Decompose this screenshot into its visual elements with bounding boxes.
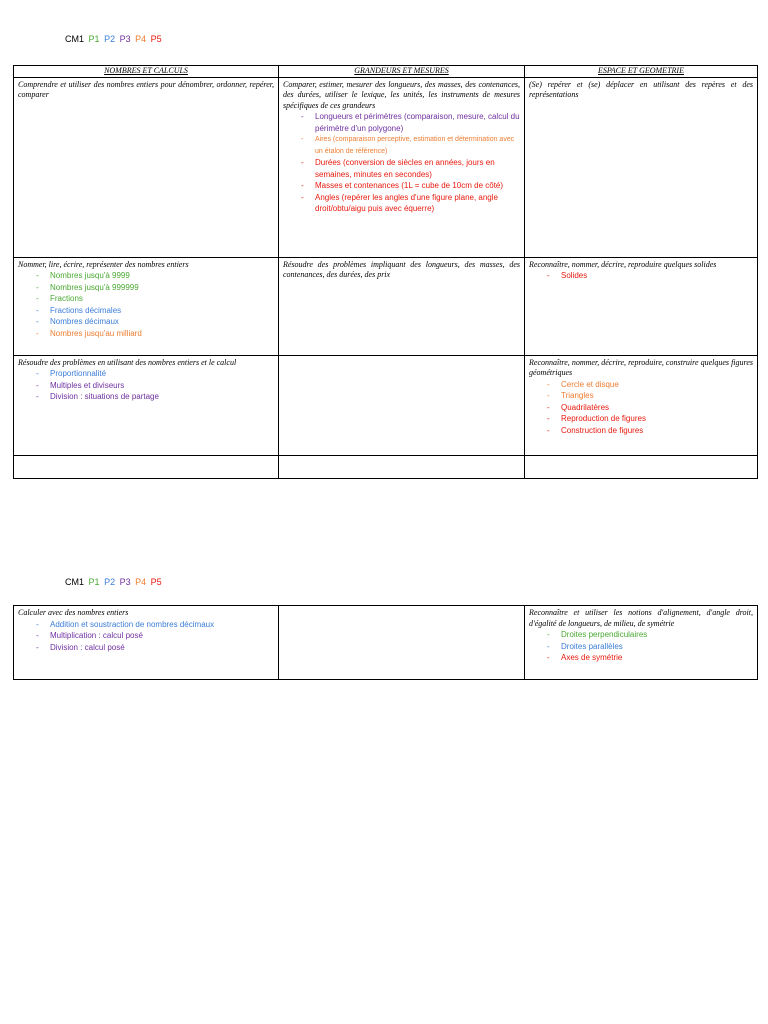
notion-list — [529, 379, 753, 437]
table-cell — [14, 455, 279, 478]
notion-item: - Reproduction de figures — [547, 413, 753, 425]
table-header-row — [14, 66, 758, 78]
notion-item: - Fractions — [36, 293, 274, 305]
table-cell — [279, 455, 525, 478]
competence-text: Résoudre des problèmes en utilisant des nombres entiers et le calcul — [18, 357, 237, 367]
competence-text: Reconnaître et utiliser les notions d'alignement, d'angle droit, d'égalité de longueurs, de milieu, de symétrie — [529, 608, 753, 628]
notion-item: - Fractions décimales — [36, 305, 274, 317]
table-row — [14, 606, 758, 680]
table-cell — [279, 257, 525, 355]
notion-item: - Nombres jusqu'au milliard — [36, 328, 274, 340]
table-cell — [14, 606, 279, 680]
table-row — [14, 355, 758, 455]
notion-item: - Multiplication : calcul posé — [36, 630, 274, 642]
table-row — [14, 257, 758, 355]
legend-p3: P3 — [119, 577, 131, 587]
header-grandeurs-mesures: GRANDEURS ET MESURES — [279, 66, 525, 78]
notion-list — [18, 368, 274, 403]
table-row — [14, 455, 758, 478]
table-cell — [525, 355, 758, 455]
legend-p5: P5 — [150, 577, 162, 587]
table-cell — [525, 77, 758, 257]
legend-p4: P4 — [135, 34, 147, 44]
notion-item: - Aires (comparaison perceptive, estimation et détermination avec un étalon de référence) — [301, 134, 520, 157]
competence-text: Nommer, lire, écrire, représenter des nombres entiers — [18, 259, 189, 269]
notion-list — [283, 111, 520, 215]
notion-item: - Multiples et diviseurs — [36, 380, 274, 392]
legend-p2: P2 — [104, 577, 116, 587]
competence-text: Calculer avec des nombres entiers — [18, 608, 129, 617]
notion-item: - Durées (conversion de siècles en années, jours en semaines, minutes en secondes) — [301, 157, 520, 180]
legend-p5: P5 — [150, 34, 162, 44]
competence-text: Reconnaître, nommer, décrire, reproduire quelques solides — [529, 259, 717, 269]
curriculum-table — [13, 65, 758, 479]
notion-item: - Droites perpendiculaires — [547, 629, 753, 641]
notion-item: - Nombres décimaux — [36, 316, 274, 328]
table-row — [14, 77, 758, 257]
notion-item: - Angles (repérer les angles d'une figure plane, angle droit/obtu/aigu puis avec équerre) — [301, 192, 520, 215]
notion-item: - Solides — [547, 270, 753, 282]
competence-text: (Se) repérer et (se) déplacer en utilisant des repères et des représentations — [529, 79, 753, 99]
notion-item: - Masses et contenances (1L = cube de 10cm de côté) — [301, 180, 520, 192]
notion-item: - Nombres jusqu'à 9999 — [36, 270, 274, 282]
notion-item: - Triangles — [547, 390, 753, 402]
notion-item: - Division : calcul posé — [36, 642, 274, 654]
header-espace-geometrie: ESPACE ET GEOMETRIE — [525, 66, 758, 78]
competence-text: Comparer, estimer, mesurer des longueurs, des masses, des contenances, des durées, utiliser le lexique, les unités, les instruments de mesures spécifiques de ces grandeurs — [283, 79, 520, 110]
competence-text: Reconnaître, nommer, décrire, reproduire, construire quelques figures géométriques — [529, 357, 753, 377]
table-cell — [279, 355, 525, 455]
notion-item: - Droites parallèles — [547, 641, 753, 653]
legend-p2: P2 — [104, 34, 116, 44]
curriculum-table-2 — [13, 605, 758, 680]
period-legend-2 — [65, 577, 164, 587]
table-cell — [14, 355, 279, 455]
competence-text: Résoudre des problèmes impliquant des longueurs, des masses, des contenances, des durées, des prix — [283, 259, 520, 279]
legend-cm1: CM1 — [65, 577, 85, 587]
notion-item: - Nombres jusqu'à 999999 — [36, 282, 274, 294]
legend-p3: P3 — [119, 34, 131, 44]
notion-item: - Longueurs et périmètres (comparaison, mesure, calcul du périmètre d'un polygone) — [301, 111, 520, 134]
table-cell — [14, 257, 279, 355]
legend-p1: P1 — [88, 34, 100, 44]
table-cell — [279, 77, 525, 257]
notion-item: - Construction de figures — [547, 425, 753, 437]
notion-list — [18, 619, 274, 654]
header-nombres-calculs: NOMBRES ET CALCULS — [14, 66, 279, 78]
legend-p4: P4 — [135, 577, 147, 587]
notion-item: - Axes de symétrie — [547, 652, 753, 664]
period-legend — [65, 34, 164, 44]
legend-p1: P1 — [88, 577, 100, 587]
notion-item: - Cercle et disque — [547, 379, 753, 391]
table-cell — [14, 77, 279, 257]
table-cell — [525, 257, 758, 355]
table-cell — [525, 455, 758, 478]
notion-list — [529, 629, 753, 664]
table-cell — [525, 606, 758, 680]
notion-list — [529, 270, 753, 282]
notion-item: - Addition et soustraction de nombres décimaux — [36, 619, 274, 631]
notion-list — [18, 270, 274, 339]
competence-text: Comprendre et utiliser des nombres entiers pour dénombrer, ordonner, repérer, comparer — [18, 79, 274, 99]
notion-item: - Proportionnalité — [36, 368, 274, 380]
table-cell — [279, 606, 525, 680]
notion-item: - Division : situations de partage — [36, 391, 274, 403]
legend-cm1: CM1 — [65, 34, 85, 44]
notion-item: - Quadrilatères — [547, 402, 753, 414]
